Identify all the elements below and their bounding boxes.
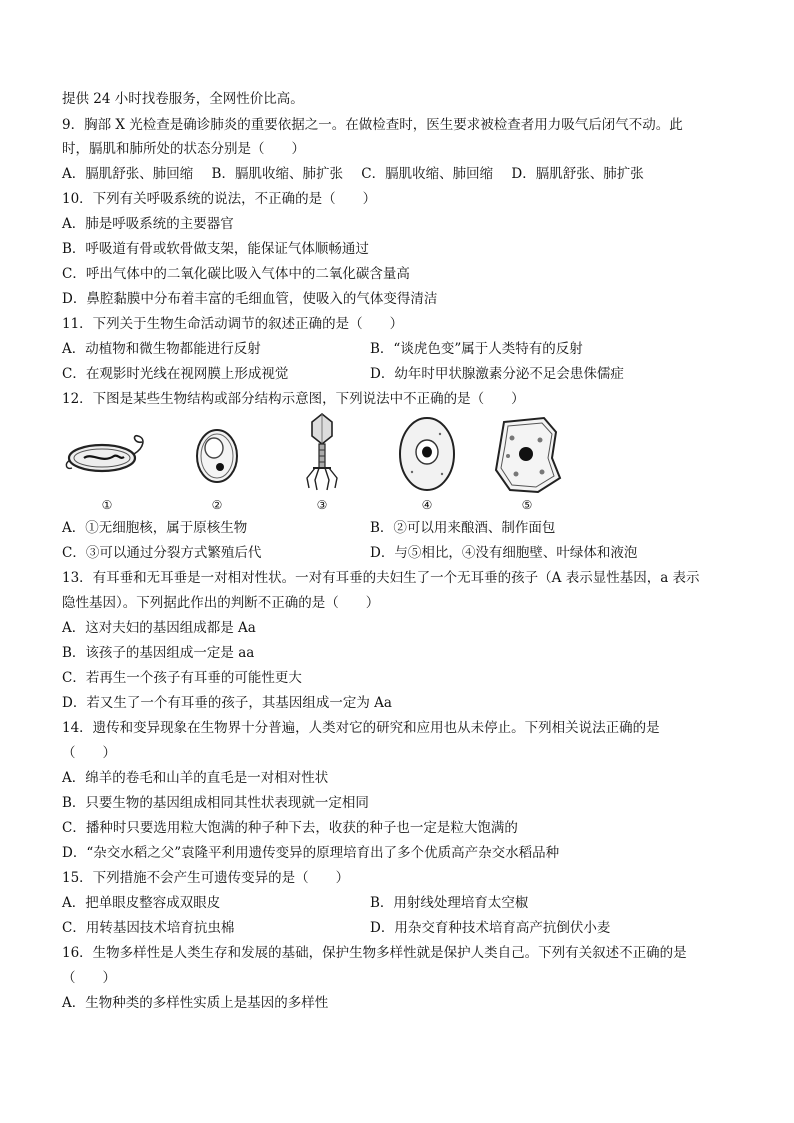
q16-option-a: A．生物种类的多样性实质上是基因的多样性: [62, 995, 329, 1011]
q12-stem: 12．下图是某些生物结构或部分结构示意图，下列说法中不正确的是（ ）: [62, 391, 525, 407]
yeast-drawing: [172, 412, 262, 496]
bacterium-drawing: [62, 412, 152, 496]
virus-figure: [277, 412, 367, 512]
q13-stem-line1: 13．有耳垂和无耳垂是一对相对性状。一对有耳垂的夫妇生了一个无耳垂的孩子（A 表示显性基因，a 表示: [62, 570, 700, 586]
figure-label-3: ③: [316, 498, 328, 512]
q10-option-c: C．呼出气体中的二氧化碳比吸入气体中的二氧化碳含量高: [62, 266, 410, 282]
bacterium-figure: [62, 412, 152, 512]
q12-option-c: C．③可以通过分裂方式繁殖后代: [62, 545, 262, 561]
virus-drawing: [277, 412, 367, 496]
q11-option-c: C．在观影时光线在视网膜上形成视觉: [62, 366, 289, 382]
q14-stem-line2: （ ）: [62, 745, 116, 761]
q13-option-d: D．若又生了一个有耳垂的孩子，其基因组成一定为 Aa: [62, 695, 392, 711]
q12-option-a: A．①无细胞核，属于原核生物: [62, 520, 248, 536]
q16-stem-line2: （ ）: [62, 970, 116, 986]
q15-option-d: D．用杂交育种技术培育高产抗倒伏小麦: [370, 920, 611, 936]
q9-option-a: A．膈肌舒张、肺回缩: [62, 166, 194, 182]
q10-option-d: D．鼻腔黏膜中分布着丰富的毛细血管，使吸入的气体变得清洁: [62, 291, 438, 307]
figure-label-1: ①: [101, 498, 113, 512]
figure-label-2: ②: [211, 498, 223, 512]
q9-options: [62, 163, 658, 185]
animal-cell-figure: [382, 412, 472, 512]
q9-stem-line2: 时，膈肌和肺所处的状态分别是（ ）: [62, 141, 305, 157]
q11-option-b: B．“谈虎色变”属于人类特有的反射: [370, 341, 583, 357]
q10-option-b: B．呼吸道有骨或软骨做支架，能保证气体顺畅通过: [62, 241, 369, 257]
q9-option-b: B．膈肌收缩、肺扩张: [211, 166, 343, 182]
figure-label-5: ⑤: [521, 498, 533, 512]
q12-option-b: B．②可以用来酿酒、制作面包: [370, 520, 556, 536]
q11-option-d: D．幼年时甲状腺激素分泌不足会患侏儒症: [370, 366, 624, 382]
q13-option-a: A．这对夫妇的基因组成都是 Aa: [62, 620, 256, 636]
q13-option-c: C．若再生一个孩子有耳垂的可能性更大: [62, 670, 302, 686]
q10-stem: 10．下列有关呼吸系统的说法，不正确的是（ ）: [62, 191, 377, 207]
q14-option-a: A．绵羊的卷毛和山羊的直毛是一对相对性状: [62, 770, 329, 786]
q15-option-c: C．用转基因技术培育抗虫棉: [62, 920, 235, 936]
q15-stem: 15．下列措施不会产生可遗传变异的是（ ）: [62, 870, 350, 886]
yeast-figure: [172, 412, 262, 512]
q15-option-b: B．用射线处理培育太空椒: [370, 895, 529, 911]
plant-cell-drawing: [482, 412, 572, 496]
plant-cell-figure: [482, 412, 572, 512]
q12-figure-row: [62, 412, 562, 512]
q14-option-b: B．只要生物的基因组成相同其性状表现就一定相同: [62, 795, 369, 811]
q9-option-d: D．膈肌舒张、肺扩张: [511, 166, 644, 182]
intro-text: 提供 24 小时找卷服务，全网性价比高。: [62, 91, 304, 107]
q10-option-a: A．肺是呼吸系统的主要器官: [62, 216, 234, 232]
q14-option-d: D．“杂交水稻之父”袁隆平利用遗传变异的原理培育出了多个优质高产杂交水稻品种: [62, 845, 560, 861]
q14-stem-line1: 14．遗传和变异现象在生物界十分普遍，人类对它的研究和应用也从未停止。下列相关说法正确的是: [62, 720, 660, 736]
q12-option-d: D．与⑤相比，④没有细胞壁、叶绿体和液泡: [370, 545, 638, 561]
animal-cell-drawing: [382, 412, 472, 496]
figure-label-4: ④: [421, 498, 433, 512]
q13-option-b: B．该孩子的基因组成一定是 aa: [62, 645, 255, 661]
q13-stem-line2: 隐性基因）。下列据此作出的判断不正确的是（ ）: [62, 595, 380, 611]
q14-option-c: C．播种时只要选用粒大饱满的种子种下去，收获的种子也一定是粒大饱满的: [62, 820, 518, 836]
q9-option-c: C．膈肌收缩、肺回缩: [361, 166, 494, 182]
q11-stem: 11．下列关于生物生命活动调节的叙述正确的是（ ）: [62, 316, 404, 332]
q11-option-a: A．动植物和微生物都能进行反射: [62, 341, 261, 357]
q9-stem-line1: 9．胸部 X 光检查是确诊肺炎的重要依据之一。在做检查时，医生要求被检查者用力吸气后闭气不动。此: [62, 117, 683, 133]
q15-option-a: A．把单眼皮整容成双眼皮: [62, 895, 221, 911]
q16-stem-line1: 16．生物多样性是人类生存和发展的基础，保护生物多样性就是保护人类自己。下列有关叙述不正确的是: [62, 945, 687, 961]
